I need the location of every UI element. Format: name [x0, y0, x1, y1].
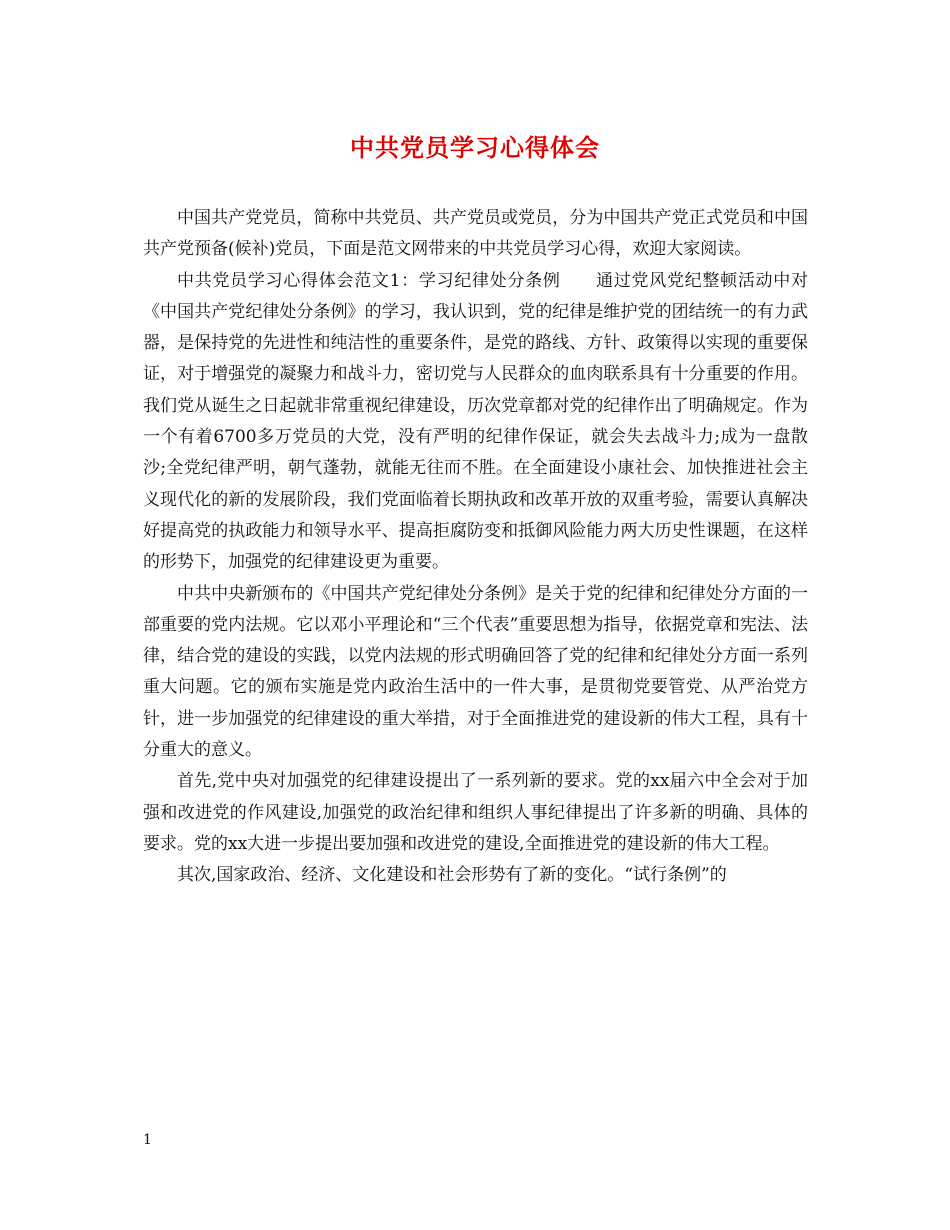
paragraph-first-point: 首先,党中央对加强党的纪律建设提出了一系列新的要求。党的xx届六中全会对于加强和改进党的作风建设,加强党的政治纪律和组织人事纪律提出了许多新的明确、具体的要求。党的xx大进一步提出要加强和改进党的建设,全面推进党的建设新的伟大工程。 [143, 771, 808, 854]
paragraph-discipline-study: 中共党员学习心得体会范文1：学习纪律处分条例 通过党风党纪整顿活动中对《中国共产党纪律处分条例》的学习，我认识到，党的纪律是维护党的团结统一的有力武器，是保持党的先进性和纯洁性的重要条件，是党的路线、方针、政策得以实现的重要保证，对于增强党的凝聚力和战斗力，密切党与人民群众的血肉联系具有十分重要的作用。我们党从诞生之日起就非常重视纪律建设，历次党章都对党的纪律作出了明确规定。作为一个有着6700多万党员的大党，没有严明的纪律作保证，就会失去战斗力;成为一盘散沙;全党纪律严明，朝气蓬勃，就能无往而不胜。在全面建设小康社会、加快推进社会主义现代化的新的发展阶段，我们党面临着长期执政和改革开放的双重考验，需要认真解决好提高党的执政能力和领导水平、提高拒腐防变和抵御风险能力两大历史性课题，在这样的形势下，加强党的纪律建设更为重要。 [143, 270, 808, 573]
paragraph-second-point: 其次,国家政治、经济、文化建设和社会形势有了新的变化。“试行条例”的 [177, 865, 727, 886]
page-number: 1 [143, 1132, 152, 1148]
paragraph-regulation-significance: 中共中央新颁布的《中国共产党纪律处分条例》是关于党的纪律和纪律处分方面的一部重要的党内法规。它以邓小平理论和“三个代表”重要思想为指导，依据党章和宪法、法律，结合党的建设的实践，以党内法规的形式明确回答了党的纪律和纪律处分方面一系列重大问题。它的颁布实施是党内政治生活中的一件大事，是贯彻党要管党、从严治党方针，进一步加强党的纪律建设的重大举措，对于全面推进党的建设新的伟大工程，具有十分重大的意义。 [143, 583, 808, 761]
document-body [143, 203, 808, 892]
document-title: 中共党员学习心得体会 [350, 133, 600, 162]
paragraph-intro: 中国共产党党员，简称中共党员、共产党员或党员，分为中国共产党正式党员和中国共产党预备(候补)党员，下面是范文网带来的中共党员学习心得，欢迎大家阅读。 [143, 208, 808, 260]
